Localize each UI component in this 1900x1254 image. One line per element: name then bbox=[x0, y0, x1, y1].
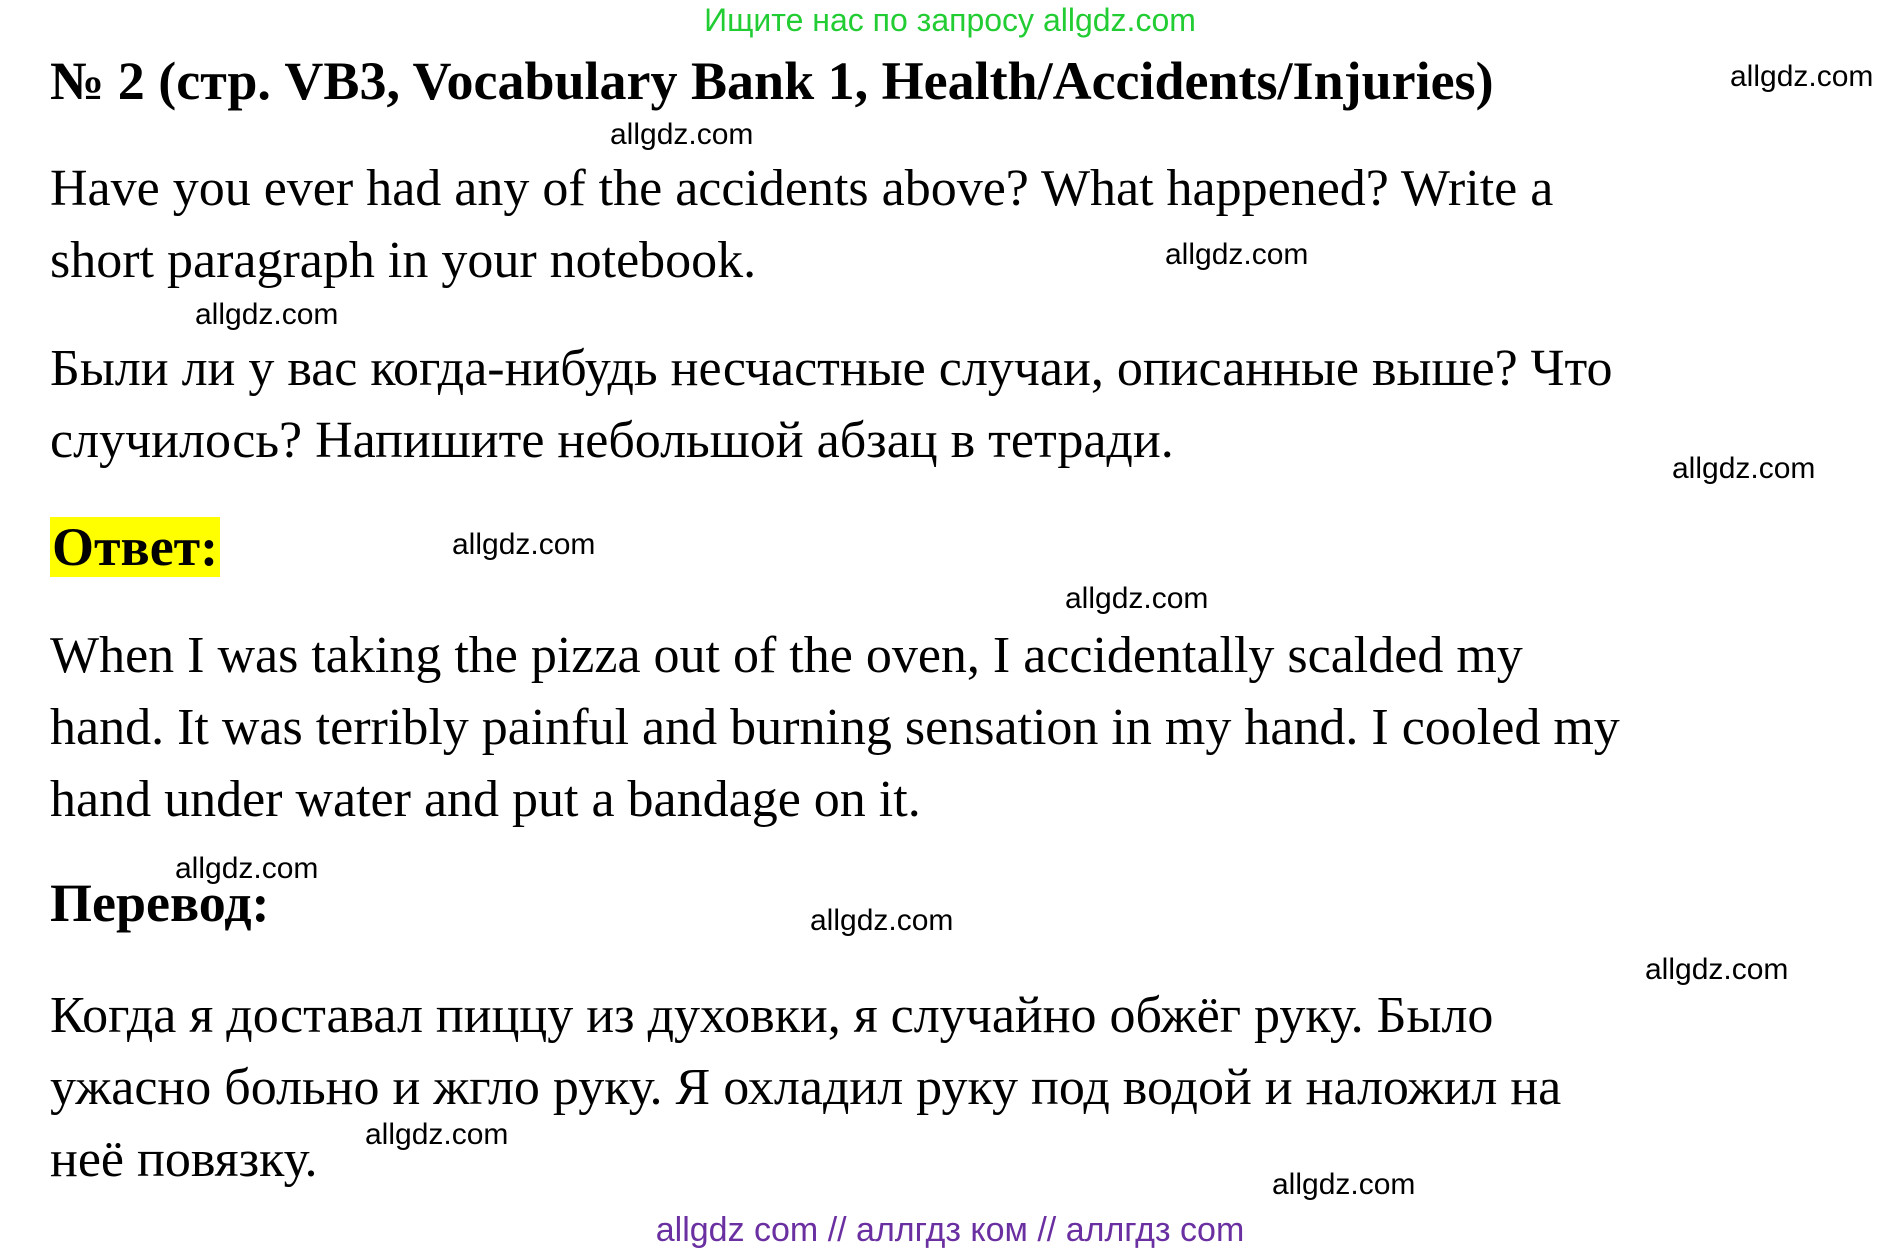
watermark: allgdz.com bbox=[1645, 953, 1789, 986]
answer-line-3: hand under water and put a bandage on it. bbox=[50, 771, 921, 828]
answer-line-2: hand. It was terribly painful and burning sensation in my hand. I cooled my bbox=[50, 699, 1620, 756]
task-english-line-2: short paragraph in your notebook. bbox=[50, 232, 757, 289]
watermark: allgdz.com bbox=[195, 298, 339, 331]
promo-banner: Ищите нас по запросу allgdz.com bbox=[704, 2, 1196, 38]
watermark: allgdz.com bbox=[365, 1118, 509, 1151]
watermark: allgdz.com bbox=[810, 904, 954, 937]
answer-line-1: When I was taking the pizza out of the oven, I accidentally scalded my bbox=[50, 627, 1523, 684]
task-english-line-1: Have you ever had any of the accidents above? What happened? Write a bbox=[50, 160, 1554, 217]
watermark: allgdz.com bbox=[1272, 1168, 1416, 1201]
translation-line-1: Когда я доставал пиццу из духовки, я случайно обжёг руку. Было bbox=[50, 987, 1494, 1044]
watermark: allgdz.com bbox=[1065, 582, 1209, 615]
watermark: allgdz.com bbox=[1730, 60, 1874, 93]
task-title: № 2 (стр. VB3, Vocabulary Bank 1, Health/Accidents/Injuries) bbox=[50, 51, 1494, 111]
watermark: allgdz.com bbox=[452, 528, 596, 561]
task-russian-line-1: Были ли у вас когда-нибудь несчастные случаи, описанные выше? Что bbox=[50, 340, 1613, 397]
translation-line-3: неё повязку. bbox=[50, 1131, 318, 1188]
footer-links: allgdz com // аллгдз ком // аллгдз com bbox=[655, 1211, 1245, 1249]
translation-heading: Перевод: bbox=[50, 873, 270, 933]
task-russian-line-2: случилось? Напишите небольшой абзац в тетради. bbox=[50, 412, 1174, 469]
answer-heading-label: Ответ: bbox=[52, 517, 219, 577]
watermark: allgdz.com bbox=[1672, 452, 1816, 485]
translation-line-2: ужасно больно и жгло руку. Я охладил руку под водой и наложил на bbox=[50, 1059, 1562, 1116]
watermark: allgdz.com bbox=[175, 852, 319, 885]
watermark: allgdz.com bbox=[1165, 238, 1309, 271]
watermark: allgdz.com bbox=[610, 118, 754, 151]
answer-heading bbox=[50, 514, 220, 580]
